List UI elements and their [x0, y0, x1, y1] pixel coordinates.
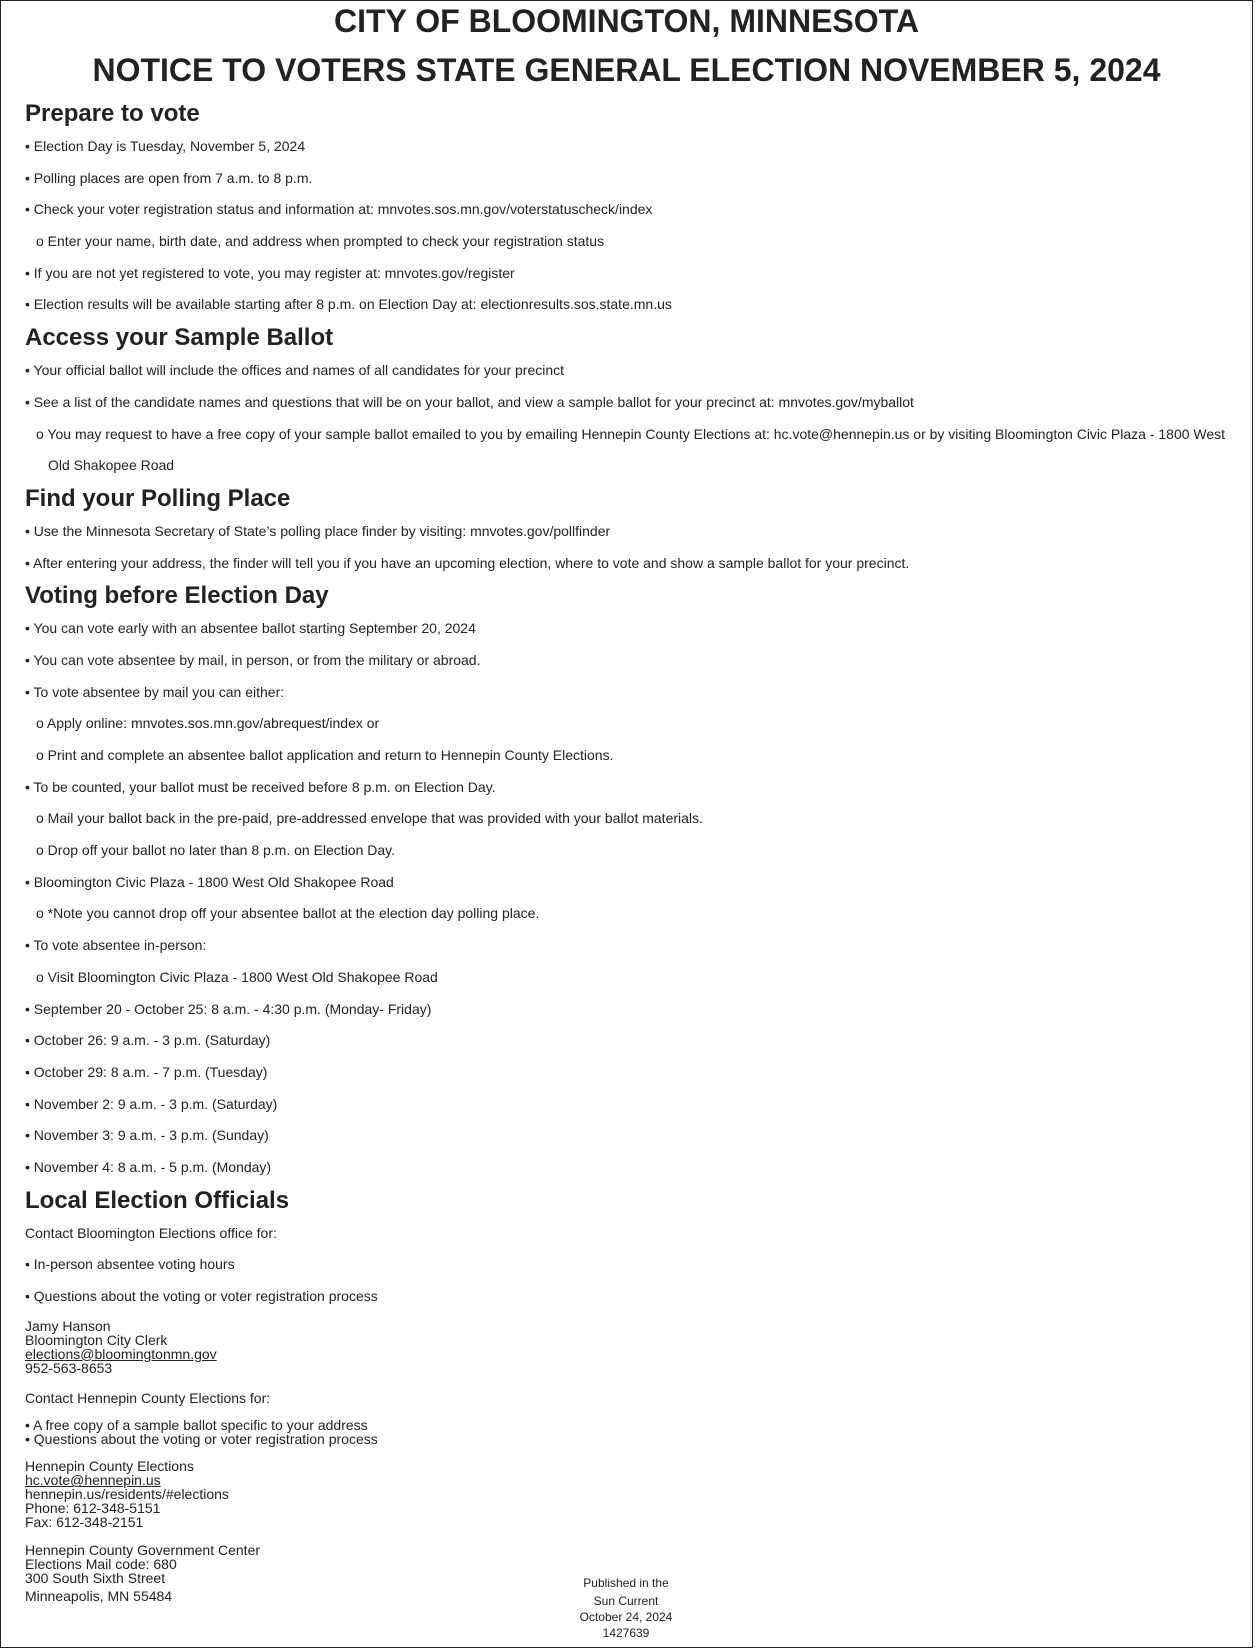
county-intro: Contact Hennepin County Elections for: — [25, 1389, 271, 1406]
prepare-heading: Prepare to vote — [25, 100, 200, 127]
notice-title: NOTICE TO VOTERS STATE GENERAL ELECTION NOVEMBER 5, 2024 — [92, 52, 1161, 88]
county-bullet-sample-ballot: • A free copy of a sample ballot specific to your address — [25, 1417, 368, 1434]
publication-paper: Sun Current — [593, 1594, 659, 1608]
early-voting-sub-apply-online: o Apply online: mnvotes.sos.mn.gov/abrequest/index or — [36, 715, 380, 732]
officials-heading: Local Election Officials — [25, 1186, 290, 1214]
prepare-bullet-registration-check: • Check your voter registration status and information at: mnvotes.sos.mn.gov/voterstatuscheck/index — [25, 201, 653, 218]
early-voting-sub-print-application: o Print and complete an absentee ballot application and return to Hennepin County Elections. — [36, 747, 614, 764]
hours-item: • October 29: 8 a.m. - 7 p.m. (Tuesday) — [25, 1063, 268, 1080]
polling-place-bullet-finder: • Use the Minnesota Secretary of State’s polling place finder by visiting: mnvotes.gov/pollfinder — [25, 522, 611, 539]
county-bullet-questions: • Questions about the voting or voter registration process — [25, 1431, 378, 1448]
prepare-bullet-election-day: • Election Day is Tuesday, November 5, 2024 — [25, 138, 306, 154]
early-voting-sub-mail-back: o Mail your ballot back in the pre-paid, pre-addressed envelope that was provided with your ballot materials. — [36, 810, 703, 827]
clerk-title: Bloomington City Clerk — [25, 1331, 168, 1348]
city-zip: Minneapolis, MN 55484 — [25, 1588, 173, 1605]
early-voting-bullet-in-person: • To vote absentee in-person: — [25, 937, 207, 954]
hours-item: • November 3: 9 a.m. - 3 p.m. (Sunday) — [25, 1127, 269, 1144]
early-voting-heading: Voting before Election Day — [25, 582, 329, 610]
sample-ballot-sub-request — [25, 419, 1247, 482]
publication-line: Published in the — [583, 1576, 669, 1590]
notice-body — [25, 97, 1247, 1603]
prepare-section — [25, 97, 1247, 321]
publication-id: 1427639 — [602, 1626, 650, 1640]
officials-section — [25, 1184, 1247, 1604]
publication-date: October 24, 2024 — [579, 1610, 673, 1624]
officials-intro: Contact Bloomington Elections office for: — [25, 1224, 277, 1241]
publication-info — [576, 1575, 676, 1641]
prepare-bullet-register: • If you are not yet registered to vote, you may register at: mnvotes.gov/register — [25, 264, 515, 281]
polling-place-heading: Find your Polling Place — [25, 484, 291, 512]
clerk-phone: 952-563-8653 — [25, 1359, 113, 1376]
spacer — [25, 1529, 1247, 1543]
prepare-bullet-results: • Election results will be available starting after 8 p.m. on Election Day at: electionresults.sos.state.mn.us — [25, 296, 672, 313]
prepare-sub-registration-instructions: o Enter your name, birth date, and address when prompted to check your registration status — [36, 233, 605, 250]
street-address: 300 South Sixth Street — [25, 1570, 166, 1587]
sample-ballot-sub-request-line2: Old Shakopee Road — [48, 457, 175, 474]
county-email-link[interactable]: hc.vote@hennepin.us — [25, 1472, 161, 1489]
county-fax: Fax: 612-348-2151 — [25, 1514, 144, 1531]
county-bullets — [25, 1418, 1247, 1446]
prepare-bullet-polling-hours: • Polling places are open from 7 a.m. to 8 p.m. — [25, 169, 313, 186]
county-name: Hennepin County Elections — [25, 1458, 194, 1475]
hours-item: • September 20 - October 25: 8 a.m. - 4:30 p.m. (Monday- Friday) — [25, 1000, 432, 1017]
clerk-name: Jamy Hanson — [25, 1317, 111, 1334]
early-voting-bullet-civic-plaza: • Bloomington Civic Plaza - 1800 West Old Shakopee Road — [25, 873, 394, 890]
early-voting-bullet-methods: • You can vote absentee by mail, in person, or from the military or abroad. — [25, 651, 481, 668]
early-voting-sub-note: o *Note you cannot drop off your absentee ballot at the election day polling place. — [36, 905, 540, 922]
sample-ballot-bullet-myballot: • See a list of the candidate names and questions that will be on your ballot, and view a sample ballot for your precinct at: mnvotes.gov/myballot — [25, 393, 914, 410]
sample-ballot-bullet-official: • Your official ballot will include the offices and names of all candidates for your precinct — [25, 362, 565, 379]
early-voting-sub-drop-off: o Drop off your ballot no later than 8 p.m. on Election Day. — [36, 842, 396, 859]
hours-item: • October 26: 9 a.m. - 3 p.m. (Saturday) — [25, 1032, 271, 1049]
county-phone: Phone: 612-348-5151 — [25, 1500, 161, 1517]
city-title: CITY OF BLOOMINGTON, MINNESOTA — [334, 3, 919, 39]
hours-item: • November 2: 9 a.m. - 3 p.m. (Saturday) — [25, 1095, 278, 1112]
county-website: hennepin.us/residents/#elections — [25, 1486, 229, 1503]
sample-ballot-sub-request-line1: o You may request to have a free copy of your sample ballot emailed to you by emailing Hennepin County Elections at: hc.vote@hennepin.us or by visiting Bloomington Civic Plaza - 1800 West — [36, 425, 1226, 442]
sample-ballot-section — [25, 321, 1247, 482]
officials-bullet-hours: • In-person absentee voting hours — [25, 1256, 235, 1273]
polling-place-section — [25, 482, 1247, 579]
sample-ballot-heading: Access your Sample Ballot — [25, 324, 334, 352]
officials-bullet-questions: • Questions about the voting or voter registration process — [25, 1288, 378, 1305]
clerk-email-link[interactable]: elections@bloomingtonmn.gov — [25, 1345, 217, 1362]
early-voting-bullet-by-mail: • To vote absentee by mail you can either: — [25, 683, 285, 700]
early-voting-section — [25, 579, 1247, 1183]
early-voting-bullet-start: • You can vote early with an absentee ballot starting September 20, 2024 — [25, 620, 476, 637]
mail-code: Elections Mail code: 680 — [25, 1556, 177, 1573]
polling-place-bullet-after-entering: • After entering your address, the finder will tell you if you have an upcoming election, where to vote and show a sample ballot for your precinct. — [25, 554, 910, 571]
early-voting-sub-visit: o Visit Bloomington Civic Plaza - 1800 West Old Shakopee Road — [36, 968, 438, 985]
gov-center: Hennepin County Government Center — [25, 1542, 261, 1559]
city-clerk-contact — [25, 1319, 1247, 1375]
early-voting-bullet-deadline: • To be counted, your ballot must be received before 8 p.m. on Election Day. — [25, 778, 496, 795]
hours-item: • November 4: 8 a.m. - 5 p.m. (Monday) — [25, 1158, 272, 1175]
